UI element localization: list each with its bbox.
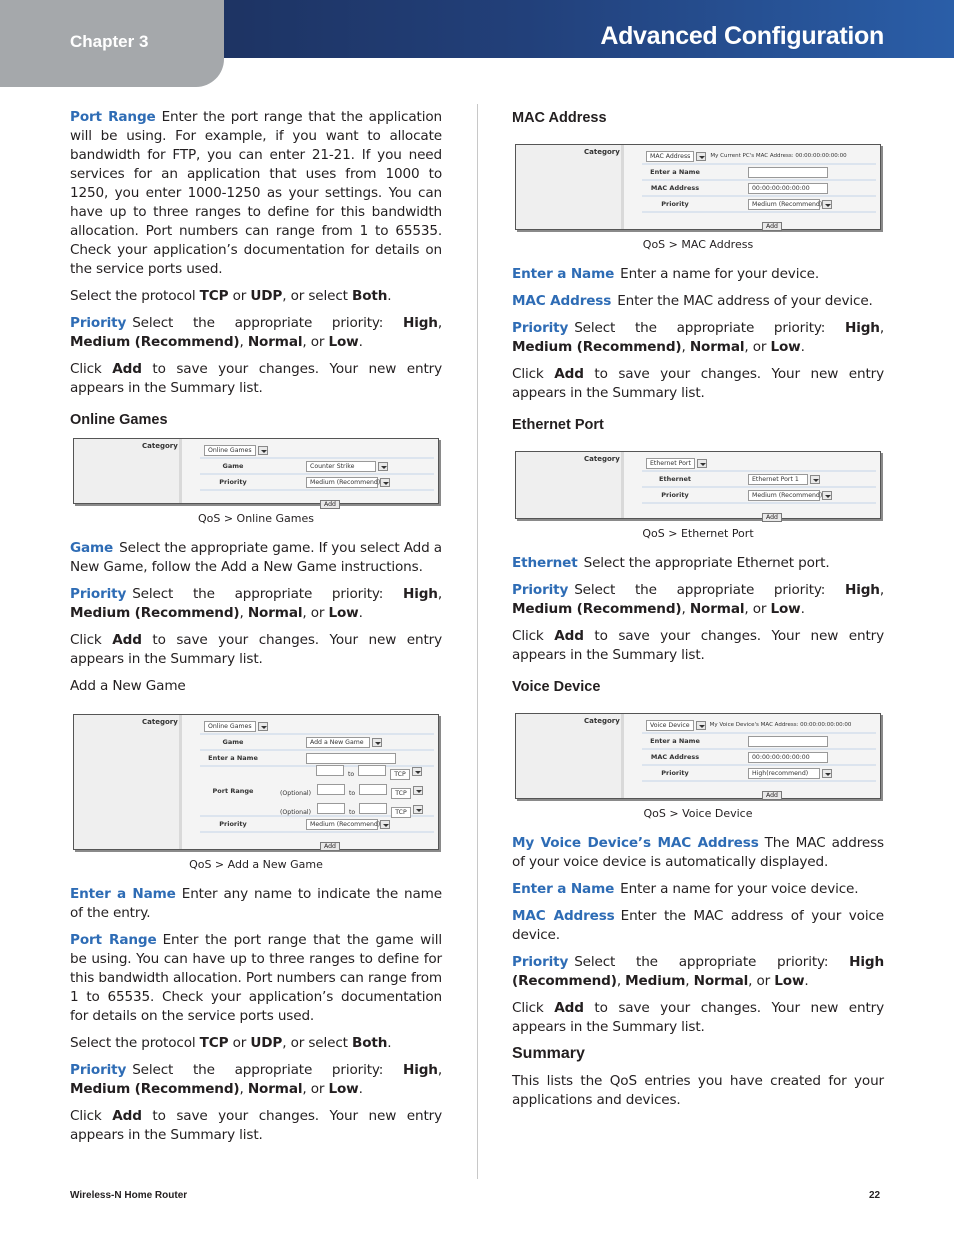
paragraph-enter-name-r: Enter a Name Enter a name for your device. — [512, 266, 820, 282]
figure-mac-address: Category MAC Address My Current PC's MAC Address: 00:00:00:00:00:00 Enter a Name MAC Address 00:00:00:00:00:00 Priority Medium (Recommend) Add — [515, 144, 881, 230]
right-column — [512, 108, 884, 1118]
paragraph-click-add-r2: Click Add to save your changes. Your new entry appears in the Summary list. — [512, 628, 884, 663]
chevron-down-icon — [413, 805, 423, 814]
paragraph-port-range-2: Port Range Enter the port range that the game will be using. You can have up to three ranges to define for this bandwidth allocation. Port numbers can range from 1 to 65535. Check your application’s documentation for details on the service ports used. — [70, 932, 442, 1024]
paragraph-priority-r2: Priority Select the appropriate priority: High, Medium (Recommend), Normal, or Low. — [512, 582, 884, 617]
chevron-down-icon — [822, 769, 832, 778]
paragraph-mac-address-r: MAC Address Enter the MAC address of your device. — [512, 293, 873, 309]
chevron-down-icon — [413, 786, 423, 795]
chevron-down-icon — [696, 152, 706, 161]
footer-product: Wireless-N Home Router — [70, 1190, 188, 1201]
figure-add-new-game: Category Online Games Game Add a New Game Enter a Name Port Range to TCP (Optional) to TCP (Optional) to TCP Priority Medium (Recommend) Add — [73, 714, 439, 850]
caption-online-games: QoS > Online Games — [197, 512, 315, 525]
chevron-down-icon — [378, 462, 388, 471]
paragraph-ethernet: Ethernet Select the appropriate Ethernet port. — [512, 555, 830, 571]
chapter-tab — [0, 0, 224, 87]
figure-ethernet-port: Category Ethernet Port Ethernet Ethernet Port 1 Priority Medium (Recommend) Add — [515, 451, 881, 519]
paragraph-summary: This lists the QoS entries you have created for your applications and devices. — [512, 1073, 884, 1108]
paragraph-priority-voice: Priority Select the appropriate priority: High (Recommend), Medium, Normal, or Low. — [512, 954, 884, 989]
chevron-down-icon — [822, 200, 832, 209]
caption-ethernet-port: QoS > Ethernet Port — [642, 527, 754, 540]
figure-online-games: Category Online Games Game Counter Strike Priority Medium (Recommend) Add — [73, 438, 439, 504]
paragraph-priority: Priority Select the appropriate priority: High, Medium (Recommend), Normal, or Low. — [70, 315, 442, 350]
chevron-down-icon — [810, 475, 820, 484]
heading-ethernet-port: Ethernet Port — [512, 417, 604, 433]
chevron-down-icon — [822, 491, 832, 500]
paragraph-click-add-3: Click Add to save your changes. Your new entry appears in the Summary list. — [70, 1108, 442, 1143]
chevron-down-icon — [258, 446, 268, 455]
heading-voice-device: Voice Device — [512, 679, 601, 695]
figure-voice-device: Category Voice Device My Voice Device's MAC Address: 00:00:00:00:00:00 Enter a Name MAC Address 00:00:00:00:00:00 Priority High(recommend) Add — [515, 713, 881, 799]
heading-summary: Summary — [512, 1045, 585, 1062]
chapter-label: Chapter 3 — [70, 32, 149, 51]
chevron-down-icon — [258, 722, 268, 731]
caption-add-new-game: QoS > Add a New Game — [189, 858, 323, 871]
caption-voice-device: QoS > Voice Device — [643, 807, 753, 820]
chevron-down-icon — [697, 459, 707, 468]
paragraph-enter-name: Enter a Name Enter any name to indicate the name of the entry. — [70, 886, 442, 921]
paragraph-port-range: Port Range Enter the port range that the application will be using. For example, if you want to allocate bandwidth for FTP, you can enter 21-21. If you need services for an application that uses from 1000 to 1250, you enter 1000-1250 as your settings. You can have up to three ranges to define for this bandwidth allocation. Port numbers can range from 1 to 65535. Check your application’s documentation for details on the service ports used. — [70, 109, 442, 277]
paragraph-game: Game Select the appropriate game. If you select Add a New Game, follow the Add a New Game instructions. — [70, 540, 442, 575]
paragraph-priority-3: Priority Select the appropriate priority: High, Medium (Recommend), Normal, or Low. — [70, 1062, 442, 1097]
paragraph-add-new-game: Add a New Game — [70, 678, 186, 694]
paragraph-click-add-2: Click Add to save your changes. Your new entry appears in the Summary list. — [70, 632, 442, 667]
paragraph-priority-2: Priority Select the appropriate priority: High, Medium (Recommend), Normal, or Low. — [70, 586, 442, 621]
left-column — [70, 108, 442, 1153]
paragraph-click-add-r: Click Add to save your changes. Your new entry appears in the Summary list. — [512, 366, 884, 401]
paragraph-priority-r: Priority Select the appropriate priority: High, Medium (Recommend), Normal, or Low. — [512, 320, 884, 355]
paragraph-protocol-2: Select the protocol TCP or UDP, or select Both. — [70, 1035, 392, 1051]
chevron-down-icon — [696, 721, 706, 730]
heading-mac-address: MAC Address — [512, 110, 607, 126]
paragraph-click-add: Click Add to save your changes. Your new entry appears in the Summary list. — [70, 361, 442, 396]
chevron-down-icon — [380, 820, 390, 829]
paragraph-protocol: Select the protocol TCP or UDP, or select Both. — [70, 288, 392, 304]
paragraph-mac-address-voice: MAC Address Enter the MAC address of your voice device. — [512, 908, 884, 943]
paragraph-click-add-voice: Click Add to save your changes. Your new entry appears in the Summary list. — [512, 1000, 884, 1035]
chevron-down-icon — [380, 478, 390, 487]
paragraph-voice-mac: My Voice Device’s MAC Address The MAC address of your voice device is automatically displayed. — [512, 835, 884, 870]
column-divider — [477, 104, 478, 1179]
footer-page-number: 22 — [869, 1190, 881, 1201]
heading-online-games: Online Games — [70, 412, 168, 428]
caption-mac-address: QoS > MAC Address — [642, 238, 754, 251]
chevron-down-icon — [372, 738, 382, 747]
page-title: Advanced Configuration — [600, 22, 884, 50]
paragraph-enter-name-voice: Enter a Name Enter a name for your voice device. — [512, 881, 859, 897]
chevron-down-icon — [412, 767, 422, 776]
